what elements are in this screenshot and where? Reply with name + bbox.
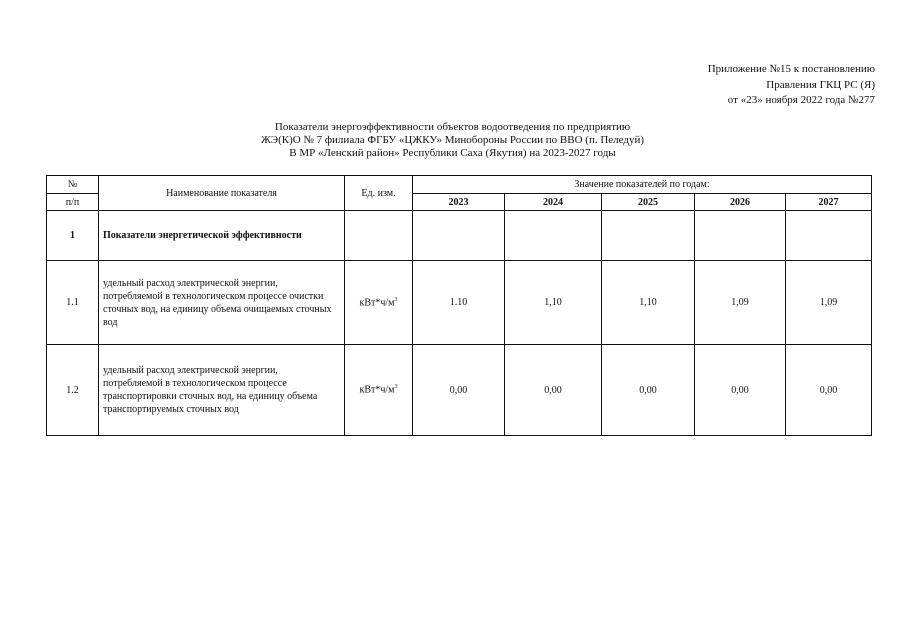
header-name: Наименование показателя xyxy=(99,176,345,211)
section-cell-empty xyxy=(602,211,695,261)
row-name: удельный расход электрической энергии, потребляемой в технологическом процессе транспортировки сточных вод, на единицу объема транспортируемых сточных вод xyxy=(99,345,345,436)
header-row-1 xyxy=(47,176,872,194)
unit-superscript: 3 xyxy=(394,384,398,391)
row-value-2025: 0,00 xyxy=(602,345,695,436)
row-value-2024: 1,10 xyxy=(505,261,602,345)
row-value-2027: 0,00 xyxy=(786,345,872,436)
header-year-2023: 2023 xyxy=(413,194,505,211)
appendix-reference xyxy=(708,62,875,109)
header-year-2025: 2025 xyxy=(602,194,695,211)
table-row xyxy=(47,261,872,345)
section-cell-empty xyxy=(786,211,872,261)
section-num: 1 xyxy=(47,211,99,261)
appendix-line-2: Правления ГКЦ РС (Я) xyxy=(766,78,875,91)
section-name: Показатели энергетической эффективности xyxy=(99,211,345,261)
row-value-2025: 1,10 xyxy=(602,261,695,345)
header-year-2026: 2026 xyxy=(695,194,786,211)
title-line-1: Показатели энергоэффективности объектов водоотведения по предприятию xyxy=(274,121,631,133)
row-num: 1.2 xyxy=(47,345,99,436)
row-unit xyxy=(345,345,413,436)
unit-text: кВт*ч/м xyxy=(359,384,395,396)
unit-text: кВт*ч/м xyxy=(359,297,395,309)
row-num: 1.1 xyxy=(47,261,99,345)
table-row xyxy=(47,345,872,436)
appendix-line-3: от «23» ноября 2022 года №277 xyxy=(727,94,875,106)
title-line-3: В МР «Ленский район» Республики Саха (Якутия) на 2023-2027 годы xyxy=(289,147,616,159)
row-value-2026: 0,00 xyxy=(695,345,786,436)
section-row xyxy=(47,211,872,261)
section-cell-empty xyxy=(695,211,786,261)
header-year-2027: 2027 xyxy=(786,194,872,211)
header-num-top: № xyxy=(47,176,99,194)
row-value-2026: 1,09 xyxy=(695,261,786,345)
document-title xyxy=(0,121,905,160)
section-cell-empty xyxy=(413,211,505,261)
indicators-table xyxy=(46,175,872,436)
header-unit: Ед. изм. xyxy=(345,176,413,211)
header-year-2024: 2024 xyxy=(505,194,602,211)
row-value-2023: 0,00 xyxy=(413,345,505,436)
row-value-2027: 1,09 xyxy=(786,261,872,345)
header-values: Значение показателей по годам: xyxy=(413,176,872,194)
row-value-2023: 1.10 xyxy=(413,261,505,345)
appendix-line-1: Приложение №15 к постановлению xyxy=(707,63,875,75)
row-name: удельный расход электрической энергии, потребляемой в технологическом процессе очистки сточных вод, на единицу объема очищаемых сточных вод xyxy=(99,261,345,345)
title-line-2: ЖЭ(К)О № 7 филиала ФГБУ «ЦЖКУ» Минобороны России по ВВО (п. Пеледуй) xyxy=(260,134,645,146)
row-unit xyxy=(345,261,413,345)
unit-superscript: 3 xyxy=(394,296,398,303)
header-num-bottom: п/п xyxy=(47,194,99,211)
section-cell-empty xyxy=(345,211,413,261)
row-value-2024: 0,00 xyxy=(505,345,602,436)
section-cell-empty xyxy=(505,211,602,261)
